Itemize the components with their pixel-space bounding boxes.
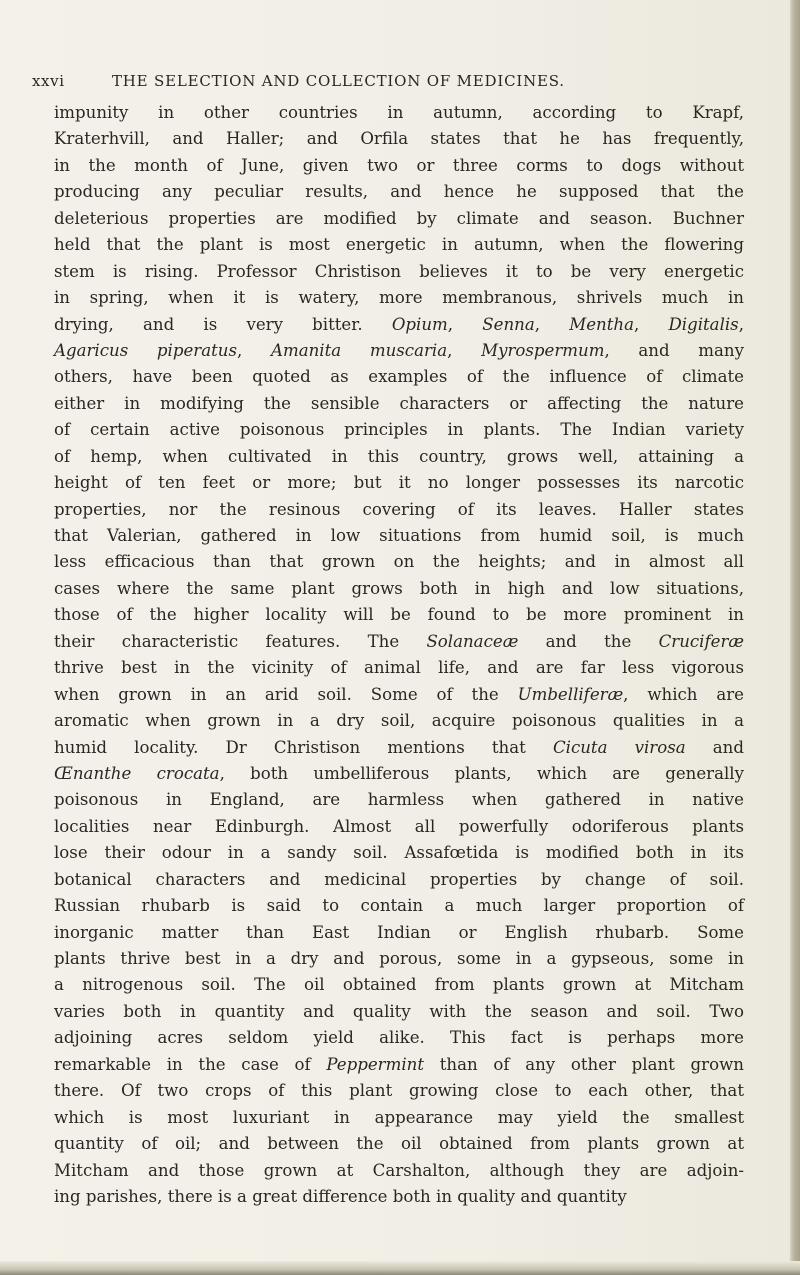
text-line: poisonous in England, are harmless when gathered in native: [54, 790, 744, 810]
text-line: Mitcham and those grown at Carshalton, although they are adjoin-: [54, 1160, 744, 1180]
text-line: varies both in quantity and quality with the season and soil. Two: [54, 1001, 744, 1021]
text-line: Œnanthe crocata, both umbelliferous plants, which are generally: [54, 763, 744, 783]
text-line: Kraterhvill, and Haller; and Orfila states that he has frequently,: [54, 129, 744, 149]
text-line: thrive best in the vicinity of animal life, and are far less vigorous: [54, 658, 744, 678]
text-line: Russian rhubarb is said to contain a much larger proportion of: [54, 896, 744, 916]
text-line: which is most luxuriant in appearance may yield the smallest: [54, 1107, 744, 1127]
text-line: plants thrive best in a dry and porous, some in a gypseous, some in: [54, 949, 744, 968]
text-line: impunity in other countries in autumn, according to Krapf,: [54, 103, 744, 122]
text-line: inorganic matter than East Indian or English rhubarb. Some: [54, 922, 744, 942]
text-line: deleterious properties are modified by climate and season. Buchner: [54, 208, 744, 228]
text-line: lose their odour in a sandy soil. Assafœtida is modified both in its: [54, 843, 744, 863]
text-line: of hemp, when cultivated in this country, grows well, attaining a: [54, 446, 744, 466]
text-line: drying, and is very bitter. Opium, Senna, Mentha, Digitalis,: [54, 314, 744, 334]
text-line: there. Of two crops of this plant growing close to each other, that: [54, 1081, 744, 1101]
running-title: THE SELECTION AND COLLECTION OF MEDICINES.: [112, 72, 565, 90]
text-line: a nitrogenous soil. The oil obtained from plants grown at Mitcham: [54, 975, 744, 995]
page-header: [32, 72, 702, 94]
text-line: stem is rising. Professor Christison believes it to be very energetic: [54, 261, 744, 281]
text-line: remarkable in the case of Peppermint than of any other plant grown: [54, 1054, 744, 1074]
text-line: their characteristic features. The Solanaceæ and the Cruciferæ: [54, 631, 744, 651]
text-line: properties, nor the resinous covering of its leaves. Haller states: [54, 499, 744, 519]
text-line: localities near Edinburgh. Almost all powerfully odoriferous plants: [54, 816, 744, 836]
text-line: Agaricus piperatus, Amanita muscaria, Myrospermum, and many: [54, 340, 744, 360]
text-line: height of ten feet or more; but it no longer possesses its narcotic: [54, 473, 744, 493]
text-line: humid locality. Dr Christison mentions that Cicuta virosa and: [54, 737, 744, 757]
text-line: adjoining acres seldom yield alike. This fact is perhaps more: [54, 1028, 744, 1048]
page-edge-right: [790, 0, 800, 1275]
page-edge-bottom: [0, 1261, 800, 1275]
text-line: when grown in an arid soil. Some of the Umbelliferæ, which are: [54, 684, 745, 704]
body-text: [54, 100, 744, 1210]
text-line: cases where the same plant grows both in high and low situations,: [54, 578, 744, 598]
text-line: aromatic when grown in a dry soil, acquire poisonous qualities in a: [54, 711, 744, 731]
text-line: others, have been quoted as examples of the influence of climate: [54, 367, 744, 387]
text-line: of certain active poisonous principles in plants. The Indian variety: [54, 420, 744, 440]
text-line: those of the higher locality will be found to be more prominent in: [54, 605, 744, 625]
text-line: producing any peculiar results, and hence he supposed that the: [54, 182, 744, 202]
text-line: in the month of June, given two or three corms to dogs without: [54, 155, 744, 175]
page-folio: xxvi: [32, 72, 65, 90]
text-line: in spring, when it is watery, more membranous, shrivels much in: [54, 288, 744, 308]
text-line: quantity of oil; and between the oil obtained from plants grown at: [54, 1134, 744, 1154]
text-line: that Valerian, gathered in low situations from humid soil, is much: [54, 526, 744, 545]
text-line: less efficacious than that grown on the heights; and in almost all: [54, 552, 744, 572]
text-line: botanical characters and medicinal properties by change of soil.: [54, 869, 744, 889]
text-line: held that the plant is most energetic in autumn, when the flowering: [54, 235, 744, 255]
text-line: ing parishes, there is a great difference both in quality and quantity: [54, 1186, 627, 1206]
text-line: either in modifying the sensible characters or affecting the nature: [54, 393, 744, 413]
